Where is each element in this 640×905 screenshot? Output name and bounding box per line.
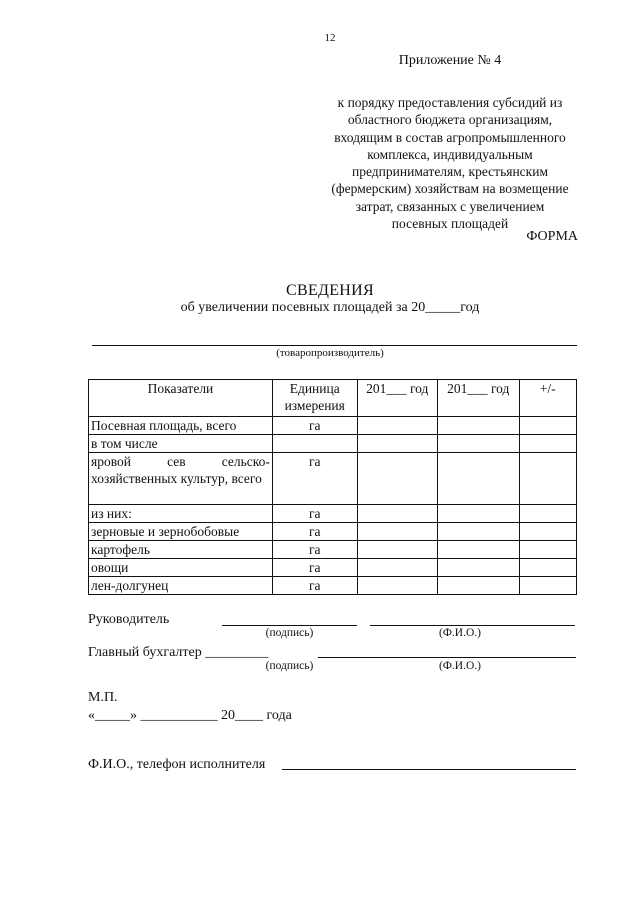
order-line: к порядку предоставления субсидий из	[337, 95, 563, 110]
accountant-name-line[interactable]	[318, 657, 576, 658]
order-line: предпринимателям, крестьянским	[352, 164, 548, 180]
year1-cell[interactable]	[357, 541, 437, 559]
table-row	[89, 417, 577, 435]
year1-cell[interactable]	[357, 417, 437, 435]
row-label: из них:	[89, 505, 273, 523]
year1-cell[interactable]	[357, 435, 437, 453]
stamp-place: М.П.	[88, 690, 118, 705]
order-line: (фермерским) хозяйствам на возмещение	[331, 181, 569, 197]
row-label: лен-долгунец	[89, 577, 273, 595]
order-line: входящим в состав агропромышленного	[334, 129, 566, 145]
row-label: овощи	[89, 559, 273, 577]
year2-cell[interactable]	[438, 505, 520, 523]
accountant-signature-caption: (подпись)	[265, 660, 314, 672]
executor-fill-line[interactable]	[282, 769, 576, 770]
year1-cell[interactable]	[357, 559, 437, 577]
diff-cell[interactable]	[519, 541, 577, 559]
year2-cell[interactable]	[438, 453, 520, 505]
table-row	[89, 435, 577, 453]
row-label: яровой сев сельско-хозяйственных культур, всего	[89, 453, 273, 505]
data-table	[88, 379, 577, 595]
row-unit: га	[272, 417, 357, 435]
diff-cell[interactable]	[519, 505, 577, 523]
year1-cell[interactable]	[357, 453, 437, 505]
diff-cell[interactable]	[519, 435, 577, 453]
table-row	[89, 577, 577, 595]
row-unit: га	[272, 523, 357, 541]
head-label: Руководитель	[88, 612, 170, 627]
year2-cell[interactable]	[438, 435, 520, 453]
row-unit: га	[272, 453, 357, 505]
row-unit: га	[272, 505, 357, 523]
form-label: ФОРМА	[526, 229, 578, 244]
header-indicator: Показатели	[89, 380, 273, 417]
table-row	[89, 559, 577, 577]
head-name-line[interactable]	[370, 625, 575, 626]
year2-cell[interactable]	[438, 417, 520, 435]
row-label: зерновые и зернобобовые	[89, 523, 273, 541]
diff-cell[interactable]	[519, 453, 577, 505]
order-line: посевных площадей	[391, 216, 509, 232]
diff-cell[interactable]	[519, 417, 577, 435]
page-number: 12	[324, 32, 336, 44]
document-subtitle: об увеличении посевных площадей за 20_____год	[180, 300, 480, 315]
document-title: СВЕДЕНИЯ	[286, 282, 374, 299]
diff-cell[interactable]	[519, 577, 577, 595]
row-unit	[272, 435, 357, 453]
header-year1: 201___ год	[357, 380, 437, 417]
table-row	[89, 505, 577, 523]
table-header-row	[89, 380, 577, 417]
row-unit: га	[272, 577, 357, 595]
order-line: комплекса, индивидуальным	[367, 146, 533, 162]
table-row	[89, 523, 577, 541]
year2-cell[interactable]	[438, 541, 520, 559]
head-name-caption: (Ф.И.О.)	[439, 627, 481, 639]
producer-caption: (товаропроизводитель)	[276, 347, 384, 359]
accountant-label: Главный бухгалтер _________	[88, 645, 269, 660]
header-year2: 201___ год	[438, 380, 520, 417]
row-label: картофель	[89, 541, 273, 559]
year2-cell[interactable]	[438, 577, 520, 595]
year1-cell[interactable]	[357, 505, 437, 523]
order-line: областного бюджета организациям,	[347, 112, 553, 128]
table-row	[89, 453, 577, 505]
year1-cell[interactable]	[357, 523, 437, 541]
order-line: затрат, связанных с увеличением	[355, 198, 545, 214]
row-unit: га	[272, 559, 357, 577]
producer-fill-line[interactable]	[92, 345, 577, 346]
accountant-name-caption: (Ф.И.О.)	[439, 660, 481, 672]
row-label: в том числе	[89, 435, 273, 453]
table-row	[89, 541, 577, 559]
year1-cell[interactable]	[357, 577, 437, 595]
header-diff: +/-	[519, 380, 577, 417]
order-reference	[300, 94, 600, 232]
diff-cell[interactable]	[519, 559, 577, 577]
diff-cell[interactable]	[519, 523, 577, 541]
head-signature-caption: (подпись)	[265, 627, 314, 639]
head-signature-line[interactable]	[222, 625, 357, 626]
row-label: Посевная площадь, всего	[89, 417, 273, 435]
year2-cell[interactable]	[438, 523, 520, 541]
executor-label: Ф.И.О., телефон исполнителя	[88, 757, 266, 772]
appendix-title: Приложение № 4	[398, 53, 502, 68]
date-line[interactable]: «_____» ___________ 20____ года	[88, 708, 292, 723]
row-unit: га	[272, 541, 357, 559]
year2-cell[interactable]	[438, 559, 520, 577]
header-unit: Единица измерения	[272, 380, 357, 417]
